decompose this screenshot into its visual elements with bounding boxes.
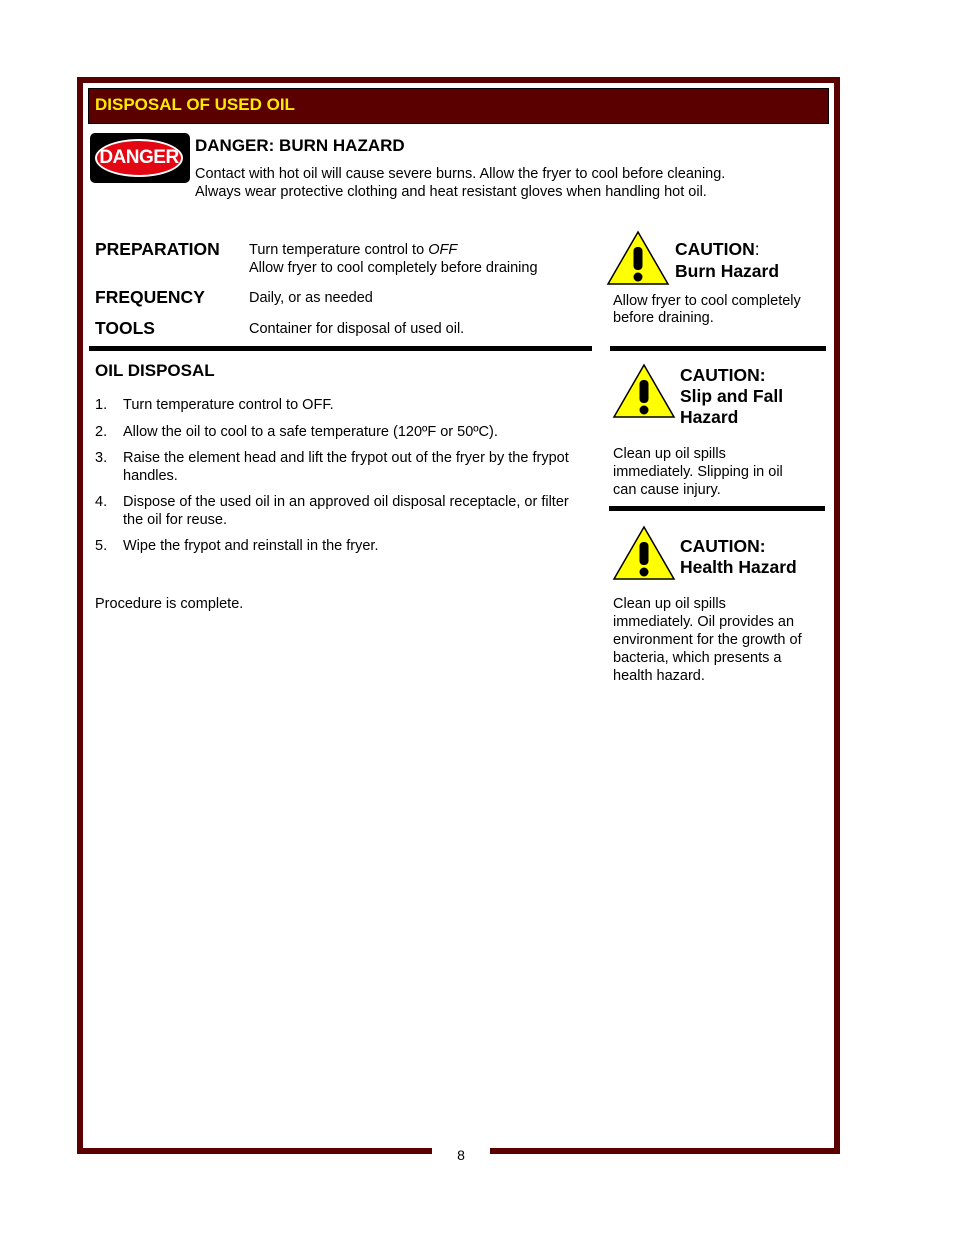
- divider-right-1: [610, 346, 826, 351]
- step-text: Dispose of the used oil in an approved oil disposal receptacle, or filter the oil for reuse.: [123, 494, 569, 528]
- step-text: Raise the element head and lift the frypot out of the fryer by the frypot handles.: [123, 450, 569, 484]
- preparation-line1-text: Turn temperature control to: [249, 242, 429, 258]
- step-text: Turn temperature control to OFF.: [123, 397, 334, 413]
- frequency-value: Daily, or as needed: [249, 290, 373, 306]
- step-3: [95, 450, 585, 485]
- caution-3-body-line1: Clean up oil spills: [613, 596, 726, 612]
- step-1: [95, 397, 585, 415]
- caution-1-colon: :: [754, 239, 760, 259]
- step-2: [95, 424, 585, 442]
- oil-disposal-title: OIL DISPOSAL: [95, 361, 215, 380]
- step-number: 4.: [95, 494, 108, 510]
- danger-title: DANGER: BURN HAZARD: [195, 136, 405, 155]
- step-text: Allow the oil to cool to a safe temperature (120ºF or 50ºC).: [123, 423, 498, 440]
- preparation-line2: Allow fryer to cool completely before draining: [249, 260, 538, 276]
- caution-3-title-line2: Health Hazard: [680, 557, 797, 577]
- caution-3-body-line5: health hazard.: [613, 668, 705, 684]
- caution-3-body-line4: bacteria, which presents a: [613, 650, 782, 666]
- danger-sign-text: DANGER: [95, 139, 183, 177]
- caution-warning-icon: [606, 230, 670, 286]
- page-number: 8: [457, 1147, 465, 1163]
- caution-1-title-line1: [675, 239, 760, 260]
- procedure-complete: Procedure is complete.: [95, 596, 244, 612]
- step-number: 3.: [95, 450, 108, 466]
- step-number: 2.: [95, 423, 108, 440]
- caution-3-body-line3: environment for the growth of: [613, 632, 802, 648]
- danger-sign-icon: [90, 133, 190, 183]
- preparation-line1: [249, 241, 457, 259]
- caution-warning-icon: [612, 525, 676, 581]
- step-number: 5.: [95, 538, 108, 554]
- tools-value: Container for disposal of used oil.: [249, 321, 465, 337]
- caution-warning-icon: [612, 363, 676, 419]
- step-4: [95, 494, 585, 529]
- danger-text-line1: Contact with hot oil will cause severe burns. Allow the fryer to cool before cleaning.: [195, 166, 726, 182]
- caution-2-title-line3: Hazard: [680, 407, 739, 427]
- oil-disposal-steps: [95, 397, 585, 556]
- caution-3-title-line1: CAUTION:: [680, 536, 766, 556]
- step-number: 1.: [95, 397, 108, 413]
- caution-1-body-line2: before draining.: [613, 310, 714, 326]
- step-5: [95, 538, 585, 556]
- divider-left: [89, 346, 592, 351]
- caution-1-heading: CAUTION: [675, 239, 755, 259]
- section-title: DISPOSAL OF USED OIL: [88, 88, 829, 124]
- caution-2-body-line3: can cause injury.: [613, 482, 721, 498]
- preparation-off: OFF: [428, 242, 458, 258]
- caution-2-body-line2: immediately. Slipping in oil: [613, 464, 783, 480]
- caution-3-body-line2: immediately. Oil provides an: [613, 614, 795, 630]
- divider-right-2: [609, 506, 825, 511]
- danger-text-line2: Always wear protective clothing and heat resistant gloves when handling hot oil.: [195, 184, 707, 200]
- caution-2-title-line2: Slip and Fall: [680, 386, 784, 406]
- caution-2-title-line1: CAUTION:: [680, 365, 766, 385]
- frequency-label: FREQUENCY: [95, 287, 205, 307]
- step-text: Wipe the frypot and reinstall in the fryer.: [123, 538, 379, 554]
- caution-1-body-line1: Allow fryer to cool completely: [613, 293, 801, 309]
- preparation-label: PREPARATION: [95, 239, 220, 259]
- tools-label: TOOLS: [95, 318, 155, 338]
- caution-2-body-line1: Clean up oil spills: [613, 446, 726, 462]
- caution-1-title-line2: Burn Hazard: [675, 261, 780, 281]
